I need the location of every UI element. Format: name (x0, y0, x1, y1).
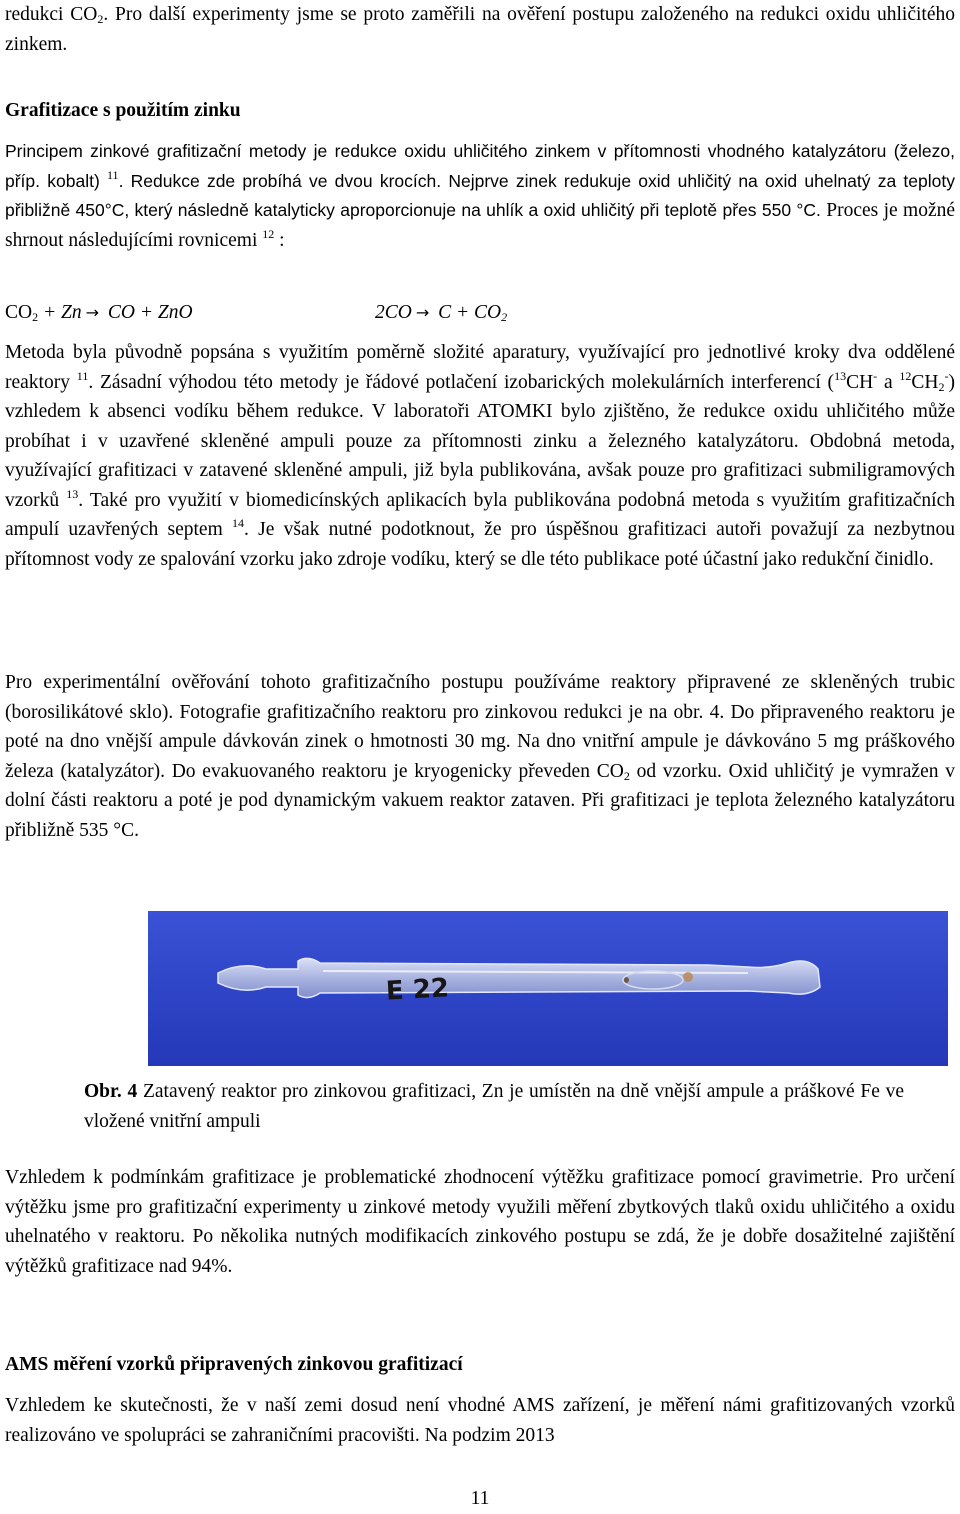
figure-caption (84, 1077, 904, 1136)
text-run: : (274, 229, 285, 251)
text-run: Proces je možné shrnout následujícími rovnicemi (5, 200, 956, 251)
text-run: ) vzhledem k absenci vodíku během redukce. V laboratoři ATOMKI bylo zjištěno, že redukce oxidu uhličitého může probíhat i v uzavřené skleněné ampuli pouze za přítomnosti zinku a železného katalyzátoru. Obdobná metoda, využívající grafitizaci v zatavené skleněné ampuli, již byla publikována, avšak pouze pro grafitizaci submiligramových vzorků (5, 371, 956, 511)
ampule-label: E 22 (385, 973, 450, 1007)
section-heading-zinc: Grafitizace s použitím zinku (5, 100, 241, 121)
page-number: 11 (470, 1488, 490, 1509)
subscript: 2 (623, 768, 630, 783)
superscript: 13 (66, 486, 79, 501)
equations (5, 298, 507, 332)
text-run: CH (846, 371, 874, 393)
superscript: - (873, 368, 878, 383)
superscript: 11 (76, 368, 89, 383)
superscript: 13 (834, 368, 847, 383)
superscript: 12 (262, 226, 275, 241)
text-run: redukci CO (5, 4, 98, 25)
reactor-photo (148, 911, 948, 1066)
text-run: . Zásadní výhodou této metody je řádové potlačení izobarických molekulárních interferencí ( (88, 371, 835, 393)
paragraph-intro (5, 0, 955, 59)
text-run: . Redukce zde probíhá ve dvou krocích. Nejprve zinek redukuje oxid uhličitý na oxid uhelnatý za teploty přibližně 450°C, který následně katalyticky aproporcionuje na uhlík a oxid uhličitý při teplotě přes 550 °C. (5, 170, 955, 220)
caption-text: Zatavený reaktor pro zinkovou grafitizaci, Zn je umístěn na dně vnější ampule a práškové Fe ve vložené vnitřní ampuli (84, 1081, 904, 1132)
caption-number: Obr. 4 (84, 1081, 138, 1102)
paragraph-ams: Vzhledem ke skutečnosti, že v naší zemi dosud není vhodné AMS zařízení, je měření námi grafitizovaných vzorků realizováno ve spolupráci se zahraničními pracovišti. Na podzim 2013 (5, 1395, 955, 1446)
text-run: . Pro další experimenty jsme se proto zaměřili na ověření postupu založeného na redukci oxidu uhličitého zinkem. (5, 4, 955, 55)
arrow-icon: → (85, 303, 100, 322)
text-run: Pro experimentální ověřování tohoto grafitizačního postupu používáme reaktory připravené ze skleněných trubic (borosilikátové sklo). Fotografie grafitizačního reaktoru pro zinkovou redukci je na obr. 4. Do připraveného reaktoru je poté na dno vnější ampule dávkován zinek o hmotnosti 30 mg. Na dno vnitřní ampule je dávkováno 5 mg práškového železa (katalyzátor). Do evakuovaného reaktoru je kryogenicky převeden CO (5, 672, 955, 782)
paragraph-principle (5, 137, 955, 255)
subscript: 2 (938, 379, 945, 394)
equation-2: $2CO \to C + CO_2$ (375, 302, 508, 324)
text-run: a (877, 371, 900, 393)
paragraph-yield: Vzhledem k podmínkám grafitizace je problematické zhodnocení výtěžku grafitizace pomocí gravimetrie. Pro určení výtěžku jsme pro grafitizační experimenty u zinkové metody využili měření zbytkových tlaků oxidu uhličitého a oxidu uhelnatého v reaktoru. Po několika nutných modifikacích zinkového postupu se zdá, že je dobře dosažitelné zajištění výtěžků grafitizace nad 94%. (5, 1167, 955, 1277)
text-run: Metoda byla původně popsána s využitím poměrně složité aparatury, využívající pro jednotlivé kroky dva oddělené reaktory (5, 342, 955, 393)
superscript: 12 (899, 368, 912, 383)
paragraph-experimental (5, 668, 955, 845)
document-page-lower (5, 1163, 955, 1446)
text-run: . Je však nutné podotknout, že pro úspěšnou grafitizaci autoři považují za nezbytnou přítomnost vody ze spalování vzorku jako zdroje vodíku, který se dle této publikace poté účastní jako redukční činidlo. (5, 519, 955, 570)
text-run: od vzorku. Oxid uhličitý je vymražen v dolní části reaktoru a poté je pod dynamickým vakuem reaktor zataven. Při grafitizaci je teplota železného katalyzátoru přibližně 535 °C. (5, 760, 955, 841)
text-run: Principem zinkové grafitizační metody je redukce oxidu uhličitého zinkem v přítomnosti vhodného katalyzátoru (železo, příp. kobalt) (5, 141, 955, 191)
superscript: 11 (107, 167, 119, 182)
text-run: . Také pro využití v biomedicínských aplikacích byla publikována podobná metoda s využitím grafitizačních ampulí uzavřených septem (5, 489, 955, 540)
superscript: 14 (232, 516, 245, 530)
equation-1: $CO_2 + Zn$ → CO + ZnO (5, 302, 193, 324)
paragraph-method (5, 338, 955, 574)
subscript: 2 (97, 12, 104, 26)
section-heading-ams: AMS měření vzorků připravených zinkovou grafitizací (5, 1354, 463, 1375)
text-run: CH (911, 371, 939, 393)
glass-ampule-icon (148, 911, 948, 1066)
superscript: - (944, 368, 949, 383)
arrow-icon: → (415, 303, 430, 322)
